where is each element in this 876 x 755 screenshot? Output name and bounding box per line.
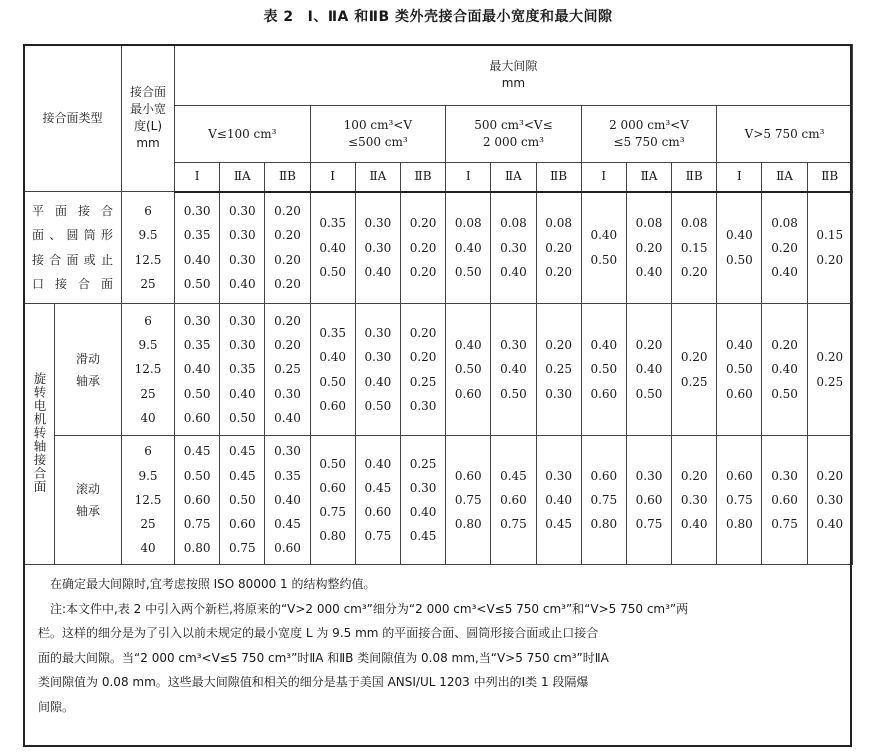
gap-value: 0.75 [364,529,392,544]
width-value: 9.5 [138,228,158,242]
gap-value: 0.45 [183,444,211,459]
gap-value: 0.60 [274,541,301,556]
gap-value: 0.40 [454,338,482,353]
note-body [38,597,846,720]
note-line: 面的最大间隙。当“2 000 cm³<V≤5 750 cm³”时ⅡA 和ⅡB 类间隙值为 0.08 mm,当“V>5 750 cm³”时ⅡA [38,650,609,665]
group-header: ⅡA [220,163,265,192]
gap-value: 0.20 [680,350,708,365]
width-value: 12.5 [134,252,162,267]
width-value: 6 [144,313,152,328]
note-line: 间隙。 [38,699,75,714]
gap-value: 0.45 [274,517,301,532]
gap-value: 0.30 [409,398,437,413]
min-width-header-line: 接合面 [130,85,167,99]
gap-value: 0.50 [454,265,482,279]
min-width-header-line: 最小宽 [130,102,167,116]
gap-value: 0.60 [319,398,347,413]
group-header: Ⅰ [175,163,220,192]
gap-value: 0.40 [635,265,663,279]
gap-value: 0.40 [228,386,256,401]
group-header: ⅡA [355,163,400,192]
gap-value: 0.40 [771,362,798,377]
gap-value: 0.20 [545,240,572,255]
group-header: ⅡB [536,163,581,192]
gap-value: 0.50 [771,386,798,401]
volume-header-1: V≤100 cm³ [175,106,311,163]
max-gap-label: 最大间隙 [489,59,538,73]
gap-value: 0.40 [771,265,798,279]
gap-value: 0.35 [274,468,301,483]
group-header: ⅡB [807,163,852,192]
gap-value: 0.40 [545,492,572,507]
gap-value: 0.25 [409,456,437,471]
note-label: 注: [50,601,67,616]
group-header: ⅡB [672,163,717,192]
gap-value: 0.20 [409,240,437,255]
gap-value: 0.35 [183,338,211,353]
gap-value: 0.40 [364,456,392,471]
gap-value: 0.60 [590,386,618,401]
gap-value: 0.08 [680,216,708,230]
gap-value: 0.20 [409,350,437,365]
gap-value: 0.30 [274,444,301,459]
volume-header-line: ≤5 750 cm³ [613,135,685,149]
gap-value: 0.35 [183,228,211,243]
gap-value: 0.80 [183,541,211,556]
gap-value: 0.50 [183,468,211,483]
gap-value: 0.75 [183,517,211,532]
gap-value: 0.50 [319,374,347,389]
gap-value: 0.75 [454,492,482,507]
gap-value: 0.75 [590,492,618,507]
note-line: 栏。这样的细分是为了引入以前未规定的最小宽度 L 为 9.5 mm 的平面接合面、圆筒形接合面或止口接合 [38,626,599,640]
gap-value: 0.30 [816,492,844,507]
group-header: ⅡB [400,163,445,192]
bearing-label-line: 轴承 [76,504,101,518]
gap-value: 0.50 [319,456,347,471]
gap-value: 0.60 [500,492,527,507]
flat-joint-label-line: 面、圆筒形 [32,228,114,242]
gap-value: 0.45 [409,529,437,544]
gap-value: 0.50 [726,252,753,267]
gap-value: 0.35 [228,362,256,377]
gap-value: 0.35 [319,326,347,341]
gap-value: 0.25 [409,374,437,389]
gap-value: 0.40 [635,362,663,377]
gap-value: 0.08 [545,216,572,230]
volume-header-line: 500 cm³<V≤ [474,118,553,132]
gap-value: 0.75 [726,492,753,507]
gap-value: 0.40 [726,338,753,353]
gap-value: 0.40 [726,228,753,243]
flat-joint-label-line: 口接合面 [32,277,114,291]
volume-header-line: 2 000 cm³<V [609,118,689,132]
gap-value: 0.20 [409,216,437,230]
gap-value: 0.45 [228,468,256,483]
gap-value: 0.40 [183,252,211,267]
gap-value: 0.50 [454,362,482,377]
gap-value: 0.30 [364,326,392,341]
group-header: Ⅰ [717,163,762,192]
gap-value: 0.40 [680,517,708,532]
gap-value: 0.40 [816,517,844,532]
gap-value: 0.45 [228,444,256,459]
bearing-label-line: 滑动 [76,351,101,366]
gap-value: 0.40 [183,362,211,377]
gap-value: 0.60 [364,505,392,519]
gap-value: 0.20 [635,240,663,255]
gap-value: 0.20 [274,313,301,328]
gap-value: 0.40 [590,228,618,243]
gap-value: 0.20 [274,277,301,292]
width-value: 40 [140,541,156,556]
gap-value: 0.45 [364,480,392,495]
group-header: ⅡA [491,163,536,192]
gap-value: 0.20 [680,265,708,279]
gap-value: 0.60 [590,468,618,483]
gap-value: 0.50 [183,277,211,292]
gap-value: 0.25 [680,374,708,389]
gap-value: 0.80 [454,517,482,532]
table-number: 表 2 [263,9,294,25]
volume-header-5: V>5 750 cm³ [717,106,853,163]
gap-value: 0.20 [680,468,708,483]
gap-value: 0.15 [680,240,708,255]
note-line: 本文件中,表 2 中引入两个新栏,将原来的“V>2 000 cm³”细分为“2 000 cm³<V≤5 750 cm³”和“V>5 750 cm³”两 [66,601,689,616]
gap-value: 0.75 [319,505,347,519]
gap-value: 0.30 [771,468,798,483]
note-line: 类间隙值为 0.08 mm。这些最大间隙值和相关的细分是基于美国 ANSI/UL 1203 中列出的Ⅰ类 1 段隔爆 [38,675,589,689]
group-header: ⅡB [265,163,310,192]
group-header: ⅡA [626,163,671,192]
group-header: Ⅰ [446,163,491,192]
gap-value: 0.30 [183,313,211,328]
table-title [0,6,876,26]
gap-value: 0.40 [500,265,527,279]
note-block [28,597,846,720]
gap-value: 0.30 [183,203,211,218]
gap-value: 0.08 [500,216,527,230]
gap-value: 0.75 [228,541,256,556]
gap-value: 0.30 [228,313,256,328]
gap-value: 0.30 [545,386,572,401]
gap-value: 0.60 [319,480,347,495]
gap-value: 0.75 [771,517,798,532]
bearing-label-line: 轴承 [76,373,101,388]
gap-value: 0.30 [635,468,663,483]
gap-value: 0.30 [500,240,527,255]
gap-value: 0.40 [364,265,392,279]
gap-value: 0.60 [183,410,211,425]
gap-value: 0.20 [635,338,663,353]
gap-value: 0.40 [319,240,347,255]
volume-header-line: 100 cm³<V [343,118,413,132]
gap-value: 0.45 [500,468,527,483]
gap-value: 0.80 [726,517,753,532]
gap-value: 0.08 [454,216,482,230]
group-header: Ⅰ [310,163,355,192]
table-title-text: Ⅰ、ⅡA 和ⅡB 类外壳接合面最小宽度和最大间隙 [307,9,613,25]
gap-value: 0.50 [500,386,527,401]
min-width-header-line: 度(L) [133,119,163,133]
gap-value: 0.20 [409,265,437,279]
max-gap-unit: mm [501,76,526,90]
width-value: 9.5 [138,468,158,483]
gap-value: 0.30 [228,203,256,218]
gap-value: 0.50 [590,362,618,377]
width-value: 6 [144,444,152,459]
bearing-label-line: 滚动 [76,482,101,496]
gap-value: 0.30 [364,216,392,230]
gap-value: 0.50 [183,386,211,401]
gap-value: 0.50 [590,252,618,267]
width-value: 12.5 [134,362,162,377]
gap-value: 0.40 [319,350,347,365]
gap-value: 0.20 [409,326,437,341]
gap-value: 0.08 [771,216,798,230]
gap-value: 0.50 [319,265,347,279]
gap-value: 0.30 [274,386,301,401]
gap-value: 0.60 [726,386,753,401]
flat-joint-label-line: 平面接合 [32,203,114,218]
gap-value: 0.08 [635,216,663,230]
gap-value: 0.30 [409,480,437,495]
min-width-header-line: mm [136,136,160,150]
gap-value: 0.20 [545,338,572,353]
gap-value: 0.40 [274,410,301,425]
gap-value: 0.60 [228,517,256,532]
gap-value: 0.35 [319,216,347,230]
group-header: Ⅰ [581,163,626,192]
gap-value: 0.30 [364,240,392,255]
width-value: 6 [144,203,152,218]
gap-value: 0.60 [726,468,753,483]
gap-value: 0.80 [319,529,347,544]
gap-value: 0.25 [816,374,844,389]
gap-value: 0.50 [228,492,256,507]
width-value: 9.5 [138,338,158,353]
group-header: ⅡA [762,163,807,192]
gap-value: 0.20 [274,252,301,267]
gap-value: 0.75 [635,517,663,532]
volume-header-line: ≤500 cm³ [348,135,408,149]
width-value: 25 [140,517,156,532]
notes-section [28,572,846,719]
gap-value: 0.30 [228,252,256,267]
gap-value: 0.75 [500,517,527,532]
gap-value: 0.40 [364,374,392,389]
gap-value: 0.30 [500,338,527,353]
gap-value: 0.30 [364,350,392,365]
gap-value: 0.40 [409,505,437,519]
flat-joint-label-line: 接合面或止 [32,252,114,267]
gap-value: 0.50 [726,362,753,377]
width-value: 25 [140,386,156,401]
gap-value: 0.60 [771,492,798,507]
gap-value: 0.60 [183,492,211,507]
gap-value: 0.20 [816,252,844,267]
gap-value: 0.50 [228,410,256,425]
gap-value: 0.30 [228,338,256,353]
gap-value: 0.60 [454,386,482,401]
gap-value: 0.15 [816,228,844,243]
joint-type-header: 接合面类型 [24,45,122,192]
gap-value: 0.20 [545,265,572,279]
gap-value: 0.40 [454,240,482,255]
gap-value: 0.30 [228,228,256,243]
gap-value: 0.40 [590,338,618,353]
gap-value: 0.25 [274,362,301,377]
shaft-joint-label-text: 旋转电机转轴接合面 [32,371,47,494]
width-value: 25 [140,277,156,291]
gap-value: 0.30 [545,468,572,483]
gap-value: 0.20 [274,228,301,243]
gap-value: 0.40 [274,492,301,507]
width-value: 12.5 [134,492,162,507]
gap-value: 0.40 [228,277,256,292]
gap-value: 0.60 [635,492,663,507]
gap-value: 0.25 [545,362,572,377]
gap-value: 0.60 [454,468,482,483]
gap-value: 0.20 [771,240,798,255]
gap-value: 0.50 [364,398,392,413]
gap-value: 0.45 [545,517,572,532]
gap-value: 0.30 [680,492,708,507]
gap-value: 0.40 [500,362,527,377]
gap-value: 0.80 [590,517,618,532]
gap-value: 0.20 [771,338,798,353]
gap-value: 0.20 [816,468,844,483]
volume-header-line: 2 000 cm³ [482,135,544,149]
gap-value: 0.50 [635,386,663,401]
gap-value: 0.20 [274,338,301,353]
gap-value: 0.20 [274,203,301,218]
width-value: 40 [140,410,156,425]
note-paragraph: 在确定最大间隙时,宜考虑按照 ISO 80000 1 的结构整约值。 [50,577,376,591]
gap-value: 0.20 [816,350,844,365]
